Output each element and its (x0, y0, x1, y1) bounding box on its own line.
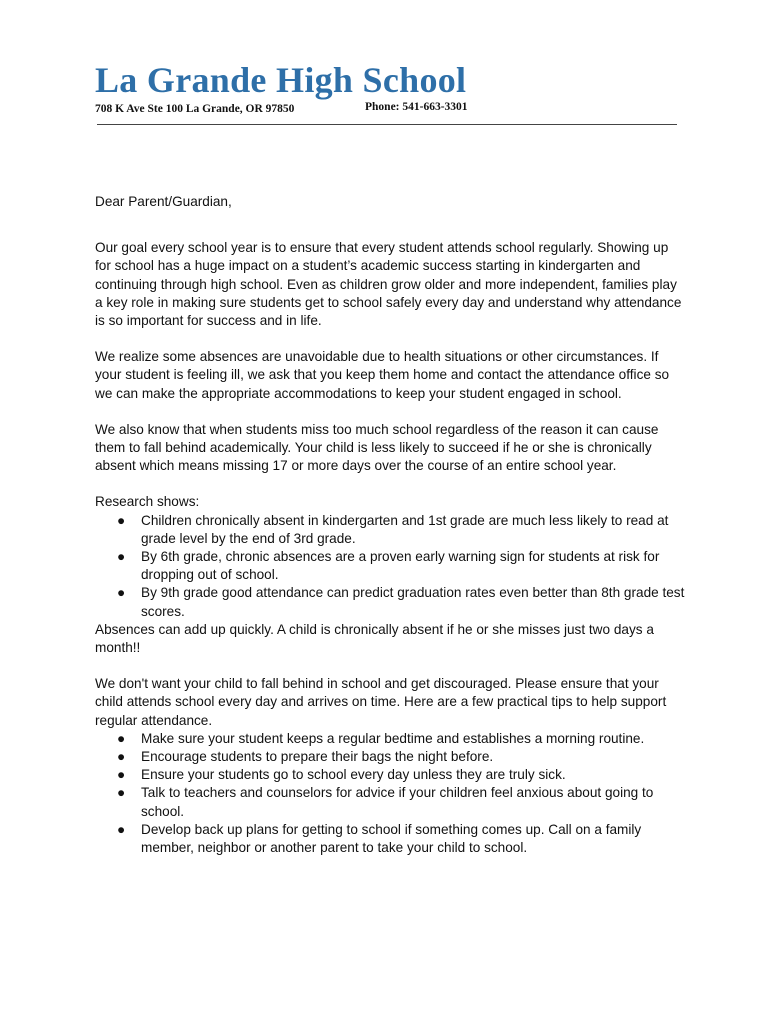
research-closing: Absences can add up quickly. A child is chronically absent if he or she misses just two days a month!! (95, 621, 654, 656)
letter-body (95, 193, 685, 857)
school-name: La Grande High School (95, 60, 467, 100)
bullet-icon: ● (117, 749, 126, 765)
tips-intro: We don't want your child to fall behind in school and get discouraged. Please ensure that your child attends school every day and arrives on time. Here are a few practical tips to help support regular attendance. (95, 676, 667, 728)
bullet-icon: ● (117, 585, 126, 601)
list-item: ● Ensure your students go to school every day unless they are truly sick. (95, 766, 685, 784)
greeting: Dear Parent/Guardian, (95, 194, 232, 209)
bullet-icon: ● (117, 821, 126, 837)
paragraph-goal: Our goal every school year is to ensure that every student attends school regularly. Showing up for school has a huge impact on a student’s academic success starting in kindergarten and continuing through high school. Even as children grow older and more independent, families play a key role in making sure students get to school safely every day and understand why attendance is so important for success and in life. (95, 240, 682, 329)
paragraph-absences: We realize some absences are unavoidable due to health situations or other circumstances. If your student is feeling ill, we ask that you keep them home and contact the attendance office so we can make the appropriate accommodations to keep your student engaged in school. (95, 349, 670, 401)
list-item: ● Develop back up plans for getting to school if something comes up. Call on a family member, neighbor or another parent to take your child to school. (117, 821, 642, 856)
bullet-icon: ● (117, 730, 126, 746)
list-item: ● By 9th grade good attendance can predict graduation rates even better than 8th grade test scores. (117, 585, 685, 619)
bullet-icon: ● (117, 767, 126, 783)
list-item: ● By 6th grade, chronic absences are a proven early warning sign for students at risk for dropping out of school. (117, 549, 660, 583)
letterhead-divider (97, 124, 677, 125)
contact-line (95, 102, 680, 118)
school-address: 708 K Ave Ste 100 La Grande, OR 97850 (95, 103, 295, 115)
letterhead (95, 58, 680, 118)
list-item: ● Talk to teachers and counselors for advice if your children feel anxious about going to school. (117, 785, 654, 819)
bullet-icon: ● (117, 549, 126, 565)
research-intro: Research shows: (95, 494, 200, 510)
bullet-icon: ● (117, 512, 126, 528)
list-item: ● Children chronically absent in kindergarten and 1st grade are much less likely to read at grade level by the end of 3rd grade. (117, 512, 669, 546)
school-phone: Phone: 541-663-3301 (365, 101, 468, 113)
research-list (95, 512, 685, 621)
tips-list (95, 730, 685, 857)
bullet-icon: ● (117, 785, 126, 801)
paragraph-chronic: We also know that when students miss too much school regardless of the reason it can cause them to fall behind academically. Your child is less likely to succeed if he or she is chronically absent which means missing 17 or more days over the course of an entire school year. (95, 421, 659, 474)
list-item: ● Encourage students to prepare their bags the night before. (95, 748, 685, 766)
list-item: ● Make sure your student keeps a regular bedtime and establishes a morning routine. (95, 730, 685, 748)
